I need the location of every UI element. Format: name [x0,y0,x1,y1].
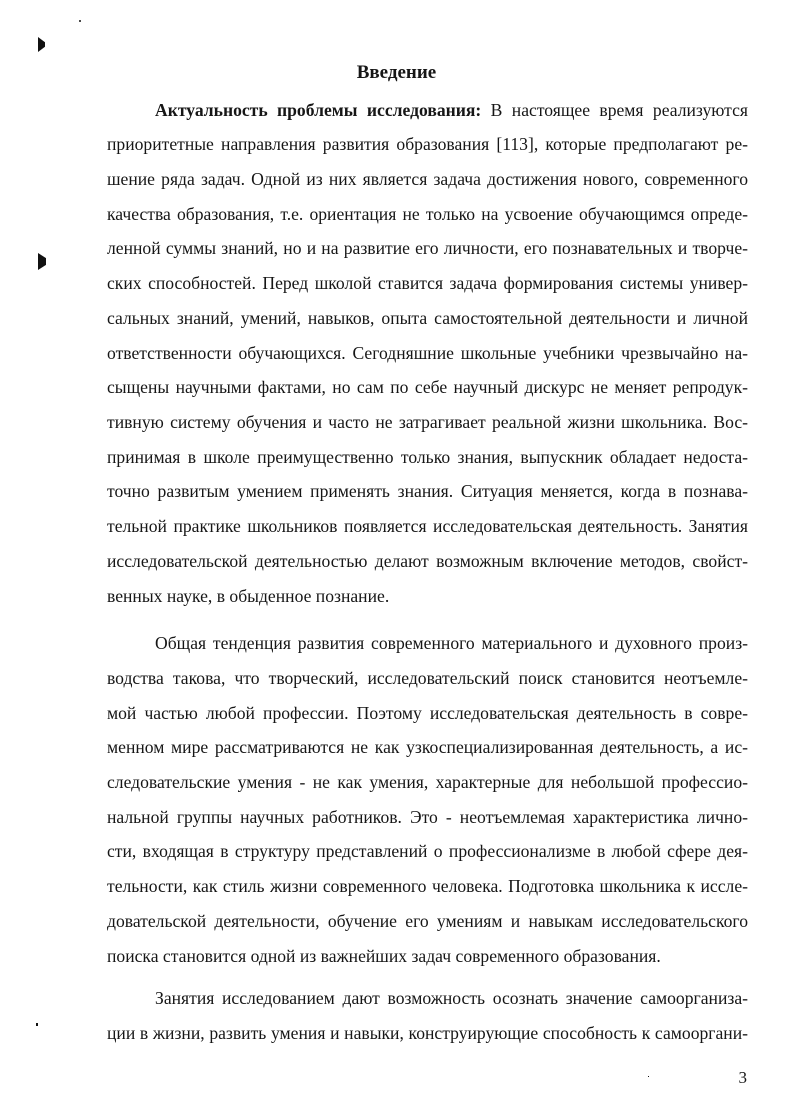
text-line: ленной суммы знаний, но и на развитие его личности, его познавательных и творче- [107,238,748,258]
text-line: сти, входящая в структуру представлений о профессионализме в любой сфере дея- [107,841,748,861]
text-line: Занятия исследованием дают возможность осознать значение самоорганиза- [155,988,748,1008]
page-title: Введение [356,62,437,83]
text-line: сыщены научными фактами, но сам по себе научный дискурс не меняет репродук- [107,377,748,397]
text-line: Общая тенденция развития современного материального и духовного произ- [155,633,748,653]
text-line: тельной практике школьников появляется исследовательская деятельность. Занятия [107,516,748,536]
text-line: тивную систему обучения и часто не затрагивает реальной жизни школьника. Вос- [107,412,748,432]
text-line: венных науке, в обыденное познание. [107,586,390,606]
text-line: ответственности обучающихся. Сегодняшние школьные учебники чрезвычайно на- [107,343,748,363]
text-line: приоритетные направления развития образования [113], которые предполагают ре- [107,134,748,154]
line-text: В настоящее время реализуются [481,100,748,120]
text-line: менном мире рассматриваются не как узкоспециализированная деятельность, а ис- [107,737,748,757]
text-line: водства такова, что творческий, исследовательский поиск становится неотъемле- [107,668,748,688]
section-lead: Актуальность проблемы исследования: [155,100,482,120]
scan-artifact-dot [79,20,81,22]
text-line: исследовательской деятельностью делают возможным включение методов, свойст- [107,551,748,571]
text-line: нальной группы научных работников. Это - неотъемлемая характеристика лично- [107,807,748,827]
text-line: качества образования, т.е. ориентация не только на усвоение обучающимся опреде- [107,204,748,224]
text-line: следовательские умения - не как умения, характерные для небольшой профессио- [107,772,748,792]
text-line [107,97,748,123]
text-line: тельности, как стиль жизни современного человека. Подготовка школьника к иссле- [107,876,748,896]
text-line: поиска становится одной из важнейших задач современного образования. [107,946,661,966]
text-line: точно развитым умением применять знания. Ситуация меняется, когда в познава- [107,481,748,501]
text-line: ских способностей. Перед школой ставится задача формирования системы универ- [107,273,748,293]
scan-artifact-mark [38,253,46,270]
scan-artifact-dot [648,1076,649,1077]
text-line: сальных знаний, умений, навыков, опыта самостоятельной деятельности и личной [107,308,748,328]
text-line: ции в жизни, развить умения и навыки, конструирующие способность к самооргани- [107,1023,748,1043]
text-line: шение ряда задач. Одной из них является задача достижения нового, современного [107,169,748,189]
scan-artifact-mark [38,37,45,52]
text-line: довательской деятельности, обучение его умениям и навыкам исследовательского [107,911,748,931]
text-line: принимая в школе преимущественно только знания, выпускник обладает недоста- [107,447,748,467]
page-number: 3 [738,1068,747,1087]
text-line: мой частью любой профессии. Поэтому исследовательская деятельность в совре- [107,703,748,723]
scan-artifact-dot [36,1023,38,1026]
